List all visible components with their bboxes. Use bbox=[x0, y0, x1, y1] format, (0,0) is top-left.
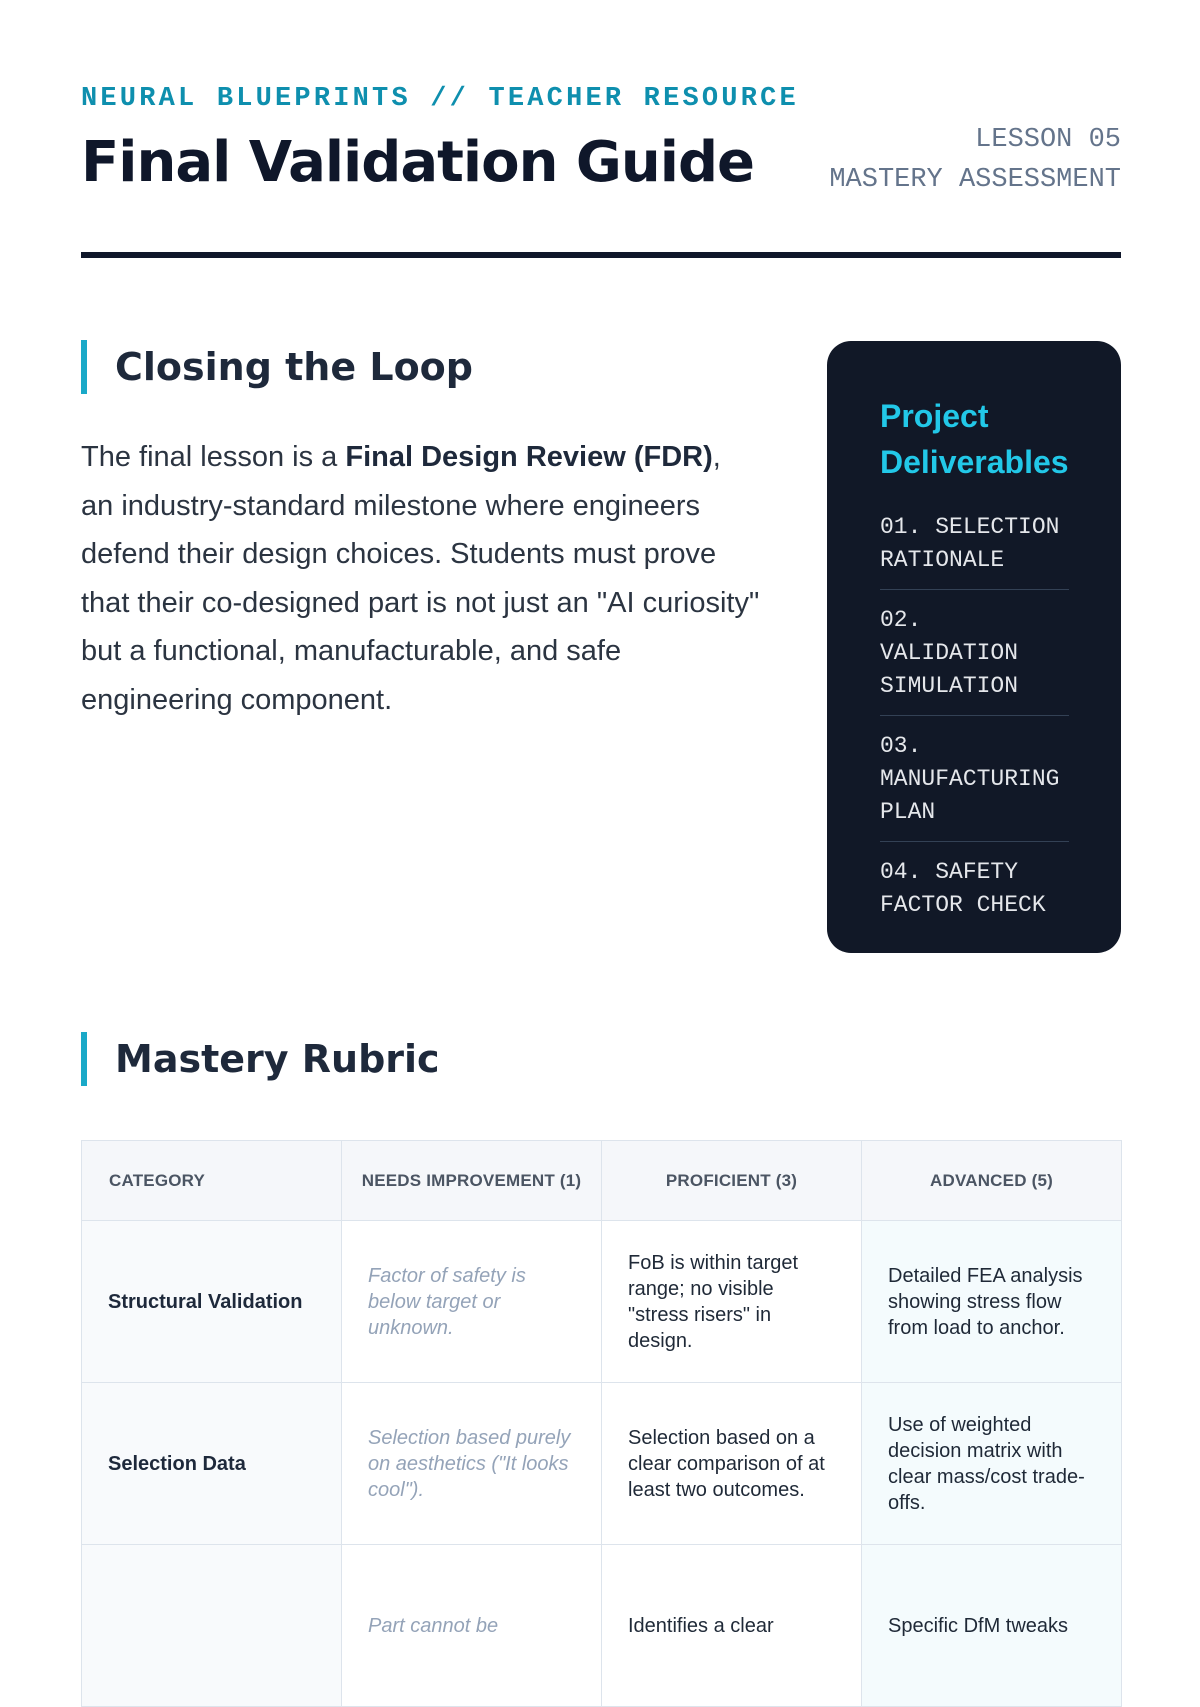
deliverable-item: 04. SAFETY FACTOR CHECK bbox=[880, 859, 1046, 918]
row-category bbox=[82, 1545, 342, 1707]
table-row bbox=[82, 1545, 1122, 1707]
rubric-heading-text: Mastery Rubric bbox=[115, 1037, 440, 1081]
deliverables-card bbox=[827, 341, 1121, 953]
intro-text-before: The final lesson is a bbox=[81, 441, 346, 473]
deliverables-title: Project Deliverables bbox=[880, 398, 1069, 480]
page-title: Final Validation Guide bbox=[81, 130, 755, 195]
row-proficient: Identifies a clear bbox=[602, 1545, 862, 1707]
closing-heading-text: Closing the Loop bbox=[115, 345, 473, 389]
intro-text-after: , an industry-standard milestone where engineers defend their design choices. Students must prove that their co-designed part is not just an "AI curiosity" but a functional, manufacturable, and safe engineering component. bbox=[81, 441, 760, 716]
row-advanced: Detailed FEA analysis showing stress flow from load to anchor. bbox=[862, 1221, 1122, 1383]
row-advanced: Use of weighted decision matrix with clear mass/cost trade-offs. bbox=[862, 1383, 1122, 1545]
table-row bbox=[82, 1383, 1122, 1545]
row-needs-improvement: Selection based purely on aesthetics ("It looks cool"). bbox=[342, 1383, 602, 1545]
row-needs-improvement: Factor of safety is below target or unknown. bbox=[342, 1221, 602, 1383]
row-category: Structural Validation bbox=[82, 1221, 342, 1383]
deliverable-item: 01. SELECTION RATIONALE bbox=[880, 511, 1069, 590]
table-header-row bbox=[82, 1141, 1122, 1221]
deliverables-list bbox=[880, 511, 1069, 934]
assessment-type: MASTERY ASSESSMENT bbox=[829, 165, 1121, 195]
intro-paragraph bbox=[81, 433, 761, 725]
header-divider bbox=[81, 252, 1121, 258]
lesson-meta bbox=[829, 120, 1121, 200]
column-header-needs-improvement: NEEDS IMPROVEMENT (1) bbox=[342, 1141, 602, 1221]
row-advanced: Specific DfM tweaks bbox=[862, 1545, 1122, 1707]
column-header-proficient: PROFICIENT (3) bbox=[602, 1141, 862, 1221]
rubric-section-heading bbox=[81, 1032, 440, 1086]
row-proficient: FoB is within target range; no visible "stress risers" in design. bbox=[602, 1221, 862, 1383]
intro-text-bold: Final Design Review (FDR) bbox=[345, 441, 713, 473]
row-proficient: Selection based on a clear comparison of at least two outcomes. bbox=[602, 1383, 862, 1545]
column-header-category: CATEGORY bbox=[82, 1141, 342, 1221]
deliverable-item: 02. VALIDATION SIMULATION bbox=[880, 604, 1069, 716]
column-header-advanced: ADVANCED (5) bbox=[862, 1141, 1122, 1221]
table-row bbox=[82, 1221, 1122, 1383]
mastery-rubric-table bbox=[81, 1140, 1122, 1707]
teacher-resource-page bbox=[81, 0, 1121, 1637]
deliverable-item: 03. MANUFACTURING PLAN bbox=[880, 730, 1069, 842]
lesson-number: LESSON 05 bbox=[975, 125, 1121, 155]
row-needs-improvement: Part cannot be bbox=[342, 1545, 602, 1707]
resource-eyebrow: NEURAL BLUEPRINTS // TEACHER RESOURCE bbox=[81, 84, 799, 114]
closing-section-heading bbox=[81, 340, 473, 394]
row-category: Selection Data bbox=[82, 1383, 342, 1545]
